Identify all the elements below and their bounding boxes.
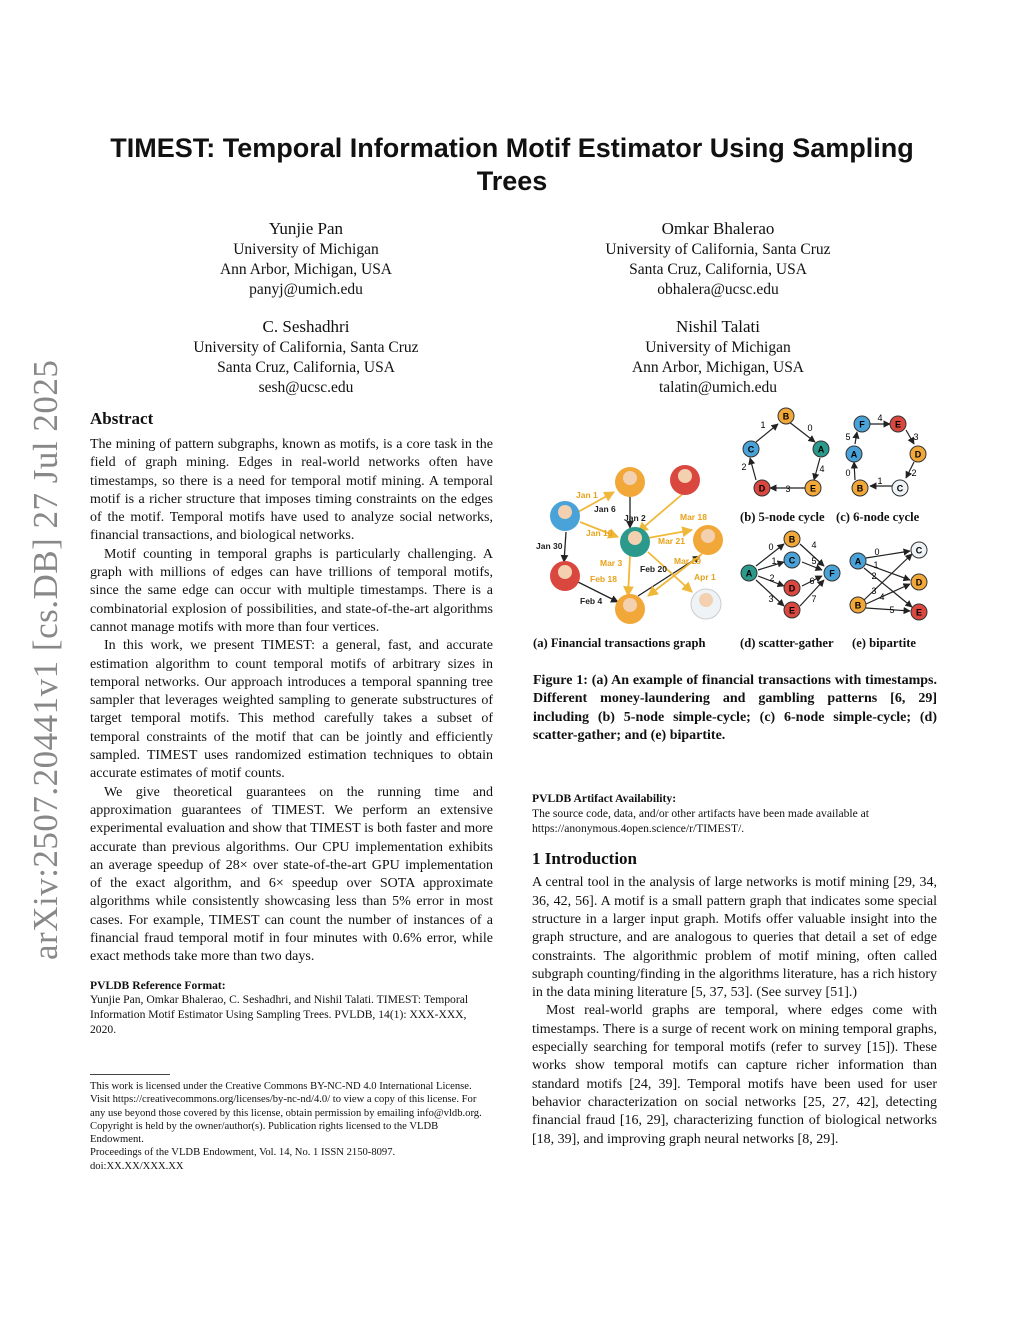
edge-label: 1	[873, 560, 879, 570]
edge-label: 3	[871, 586, 877, 596]
edge-label: 3	[913, 432, 919, 442]
node-label: C	[915, 545, 923, 556]
abstract-paragraph-1: The mining of pattern subgraphs, known as motifs, is a core task in the field of graph mining. Edges in real-world networks often have timestamps, so there is a need for temporal motif mining. A temporal motif is a richer structure that imposes timing constraints on the edges of the motif. Temporal motifs have used to analyze social networks, financial transactions, and biological networks.	[90, 437, 493, 544]
availability-heading: PVLDB Artifact Availability:	[532, 792, 677, 805]
proceedings-text: Proceedings of the VLDB Endowment, Vol. 14, No. 1 ISSN 2150-8097.	[90, 1147, 396, 1159]
title-line-1: TIMEST: Temporal Information Motif Estimator Using Sampling	[110, 133, 914, 163]
node-label: E	[915, 607, 923, 618]
edge-label: 6	[809, 576, 815, 586]
date-label: Feb 20	[640, 564, 667, 574]
right-column	[532, 792, 937, 1149]
node-label: A	[745, 568, 753, 579]
node-label: D	[915, 577, 923, 588]
subcaption-c: (c) 6-node cycle	[836, 510, 920, 524]
date-label: Apr 1	[694, 572, 716, 582]
author-location: Santa Cruz, California, USA	[629, 261, 807, 278]
footnote	[90, 1080, 493, 1173]
subcaption-d: (d) scatter-gather	[740, 636, 834, 650]
date-label: Mar 3	[600, 558, 623, 568]
edge-label: 2	[871, 571, 877, 581]
date-label: Mar 21	[658, 536, 685, 546]
node-label: E	[788, 605, 796, 616]
node-label: E	[894, 419, 902, 430]
date-label: Feb 18	[590, 574, 617, 584]
abstract-paragraph-3: In this work, we present TIMEST: a general, fast, and accurate estimation algorithm to count temporal motifs of arbitrary sizes in temporal networks. Our approach introduces a temporal spanning tree sampler that leverages weighted sampling to generate substructures of target temporal motifs. This method carefully takes a subset of temporal constraints of the motif that can be jointly and efficiently sampled. TIMEST uses randomized estimation techniques to obtain accurate estimates of motif counts.	[90, 638, 493, 782]
edge-label: 0	[807, 423, 813, 433]
author-affiliation: University of Michigan	[645, 339, 791, 356]
edge-label: 7	[811, 594, 817, 604]
edge-label: 1	[771, 556, 777, 566]
edge-label: 3	[785, 484, 791, 494]
author-location: Ann Arbor, Michigan, USA	[219, 261, 393, 278]
doi-text: doi:XX.XX/XXX.XX	[90, 1160, 184, 1172]
edge-label: 5	[845, 432, 851, 442]
abstract-paragraph-4: We give theoretical guarantees on the running time and approximation guarantees of TIMEST. We perform an extensive experimental evaluation and show that TIMEST is both faster and more accurate than previous algorithms. Our CPU implementation exhibits an average speedup of 28× over state-of-the-art GPU implementation of the exact algorithm, and 6× speedup over SOTA approximate algorithms while consistently showcasing less than 5% error in most cases. For example, TIMEST can count the number of instances of a financial fraud temporal motif in four minutes with 0.6% error, while exact methods take more than two days.	[90, 784, 493, 965]
node-label: D	[914, 449, 922, 460]
date-label: Jan 30	[536, 541, 563, 551]
subcaption-a: (a) Financial transactions graph	[533, 636, 706, 650]
bipartite	[850, 542, 927, 620]
reference-heading: PVLDB Reference Format:	[90, 978, 226, 992]
edge-label: 0	[768, 542, 774, 552]
edge-label: 2	[741, 462, 747, 472]
node-label: A	[850, 449, 858, 460]
node-label: B	[782, 411, 790, 422]
author-email: sesh@ucsc.edu	[258, 379, 354, 396]
node-label: C	[747, 444, 755, 455]
edge-label: 3	[768, 594, 774, 604]
node-label: C	[896, 483, 904, 494]
author-email: panyj@umich.edu	[249, 281, 363, 298]
node-label: C	[788, 555, 796, 566]
edge-label: 1	[760, 420, 766, 430]
author-block-4	[568, 316, 868, 398]
reference-text: Yunjie Pan, Omkar Bhalerao, C. Seshadhri, and Nishil Talati. TIMEST: Temporal Information Motif Estimator Using Sampling Trees. PVLDB, 14(1): XXX-XXX, 2020.	[90, 993, 469, 1036]
license-text: This work is licensed under the Creative Commons BY-NC-ND 4.0 International License. Visit https://creativecommons.org/licenses/by-nc-nd/4.0/ to view a copy of this license. For any use beyond those covered by this license, obtain permission by emailing info@vldb.org. Copyright is held by the owner/author(s). Publication rights licensed to the VLDB Endowment.	[90, 1081, 482, 1146]
author-block-3	[156, 316, 456, 398]
author-name: C. Seshadhri	[262, 317, 350, 336]
author-affiliation: University of California, Santa Cruz	[193, 339, 419, 356]
author-block-2	[568, 218, 868, 300]
left-column	[90, 408, 493, 1038]
edge-label: 5	[811, 556, 817, 566]
intro-paragraph-1: A central tool in the analysis of large networks is motif mining [29, 34, 36, 42, 56]. A motif is a small pattern graph that indicates some special structure in a larger input graph. Motifs offer valuable insight into the graph structure, and are analogous to queries that detail a set of edge constraints. The algorithmic problem of motif mining, often called subgraph counting/finding in the algorithms literature, has a rich history in the data mining literature [5, 37, 53]. (See survey [51].)	[532, 875, 937, 1001]
author-block-1	[156, 218, 456, 300]
edge-label: 0	[874, 547, 880, 557]
author-name: Omkar Bhalerao	[661, 219, 775, 238]
edge-label: 4	[877, 413, 883, 423]
author-email: obhalera@ucsc.edu	[657, 281, 779, 298]
abstract-heading: Abstract	[90, 409, 154, 428]
node-label: A	[817, 444, 825, 455]
scatter-gather	[741, 531, 840, 618]
arxiv-identifier: arXiv:2507.20441v1 [cs.DB] 27 Jul 2025	[26, 359, 65, 960]
subcaption-e: (e) bipartite	[852, 636, 916, 650]
subcaption-b: (b) 5-node cycle	[740, 510, 825, 524]
author-name: Yunjie Pan	[268, 219, 344, 238]
date-label: Jan 2	[624, 513, 646, 523]
title-line-2: Trees	[476, 166, 548, 196]
edge-label: 1	[877, 476, 883, 486]
introduction-heading: 1 Introduction	[532, 849, 638, 869]
date-label: Jan 10	[586, 528, 613, 538]
date-label: Mar 29	[674, 556, 701, 566]
node-label: B	[854, 600, 862, 611]
author-name: Nishil Talati	[676, 317, 760, 336]
date-label: Jan 6	[594, 504, 616, 514]
node-label: D	[758, 483, 766, 494]
edge-label: 4	[879, 592, 885, 602]
node-label: E	[809, 483, 817, 494]
node-label: A	[854, 556, 862, 567]
node-label: F	[859, 419, 865, 430]
edge-label: 2	[769, 573, 775, 583]
date-label: Feb 4	[580, 596, 603, 606]
author-email: talatin@umich.edu	[658, 379, 777, 396]
node-label: B	[856, 483, 864, 494]
author-location: Ann Arbor, Michigan, USA	[631, 359, 805, 376]
edge-label: 0	[845, 468, 851, 478]
edge-label: 4	[811, 540, 817, 550]
edge-label: 4	[819, 464, 825, 474]
six-node-cycle	[845, 413, 926, 496]
date-label: Jan 1	[576, 490, 598, 500]
author-affiliation: University of California, Santa Cruz	[605, 241, 831, 258]
node-label: F	[829, 568, 835, 579]
author-location: Santa Cruz, California, USA	[217, 359, 395, 376]
date-label: Mar 18	[680, 512, 707, 522]
figure-caption: Figure 1: (a) An example of financial transactions with timestamps. Different money-laundering and gambling patterns [6, 29] including (b) 5-node simple-cycle; (c) 6-node simple-cycle; (d) scatter-gather; and (e) bipartite.	[533, 673, 937, 744]
author-affiliation: University of Michigan	[233, 241, 379, 258]
node-label: B	[788, 534, 796, 545]
edge-label: 5	[889, 605, 895, 615]
abstract-paragraph-2: Motif counting in temporal graphs is particularly challenging. A graph with millions of edges can have trillions of temporal motifs, since the same edge can occur with multiple timestamps. There is a combinatorial explosion of possibilities, and state-of-the-art algorithms cannot manage motifs with more than four vertices.	[90, 546, 493, 635]
edge-label: 2	[911, 468, 917, 478]
intro-paragraph-2: Most real-world graphs are temporal, where edges come with timestamps. There is a surge of recent work on mining temporal graphs, especially searching for temporal motifs (refer to survey [15]). These works show temporal motifs can capture richer information than standard motifs [24, 39]. Temporal motifs have been used for user behavior characterization on social networks [25, 27, 42], detecting financial fraud [16, 29], characterizing function of biological networks [18, 39], and improving graph neural networks [8, 29].	[532, 1003, 937, 1147]
financial-graph	[536, 465, 723, 624]
node-label: D	[788, 583, 796, 594]
availability-text: The source code, data, and/or other artifacts have been made available at https://anonymous.4open.science/r/TIMEST/.	[532, 806, 870, 835]
footnote-rule	[90, 1074, 170, 1075]
paper-title	[80, 132, 944, 198]
five-node-cycle	[741, 408, 829, 496]
